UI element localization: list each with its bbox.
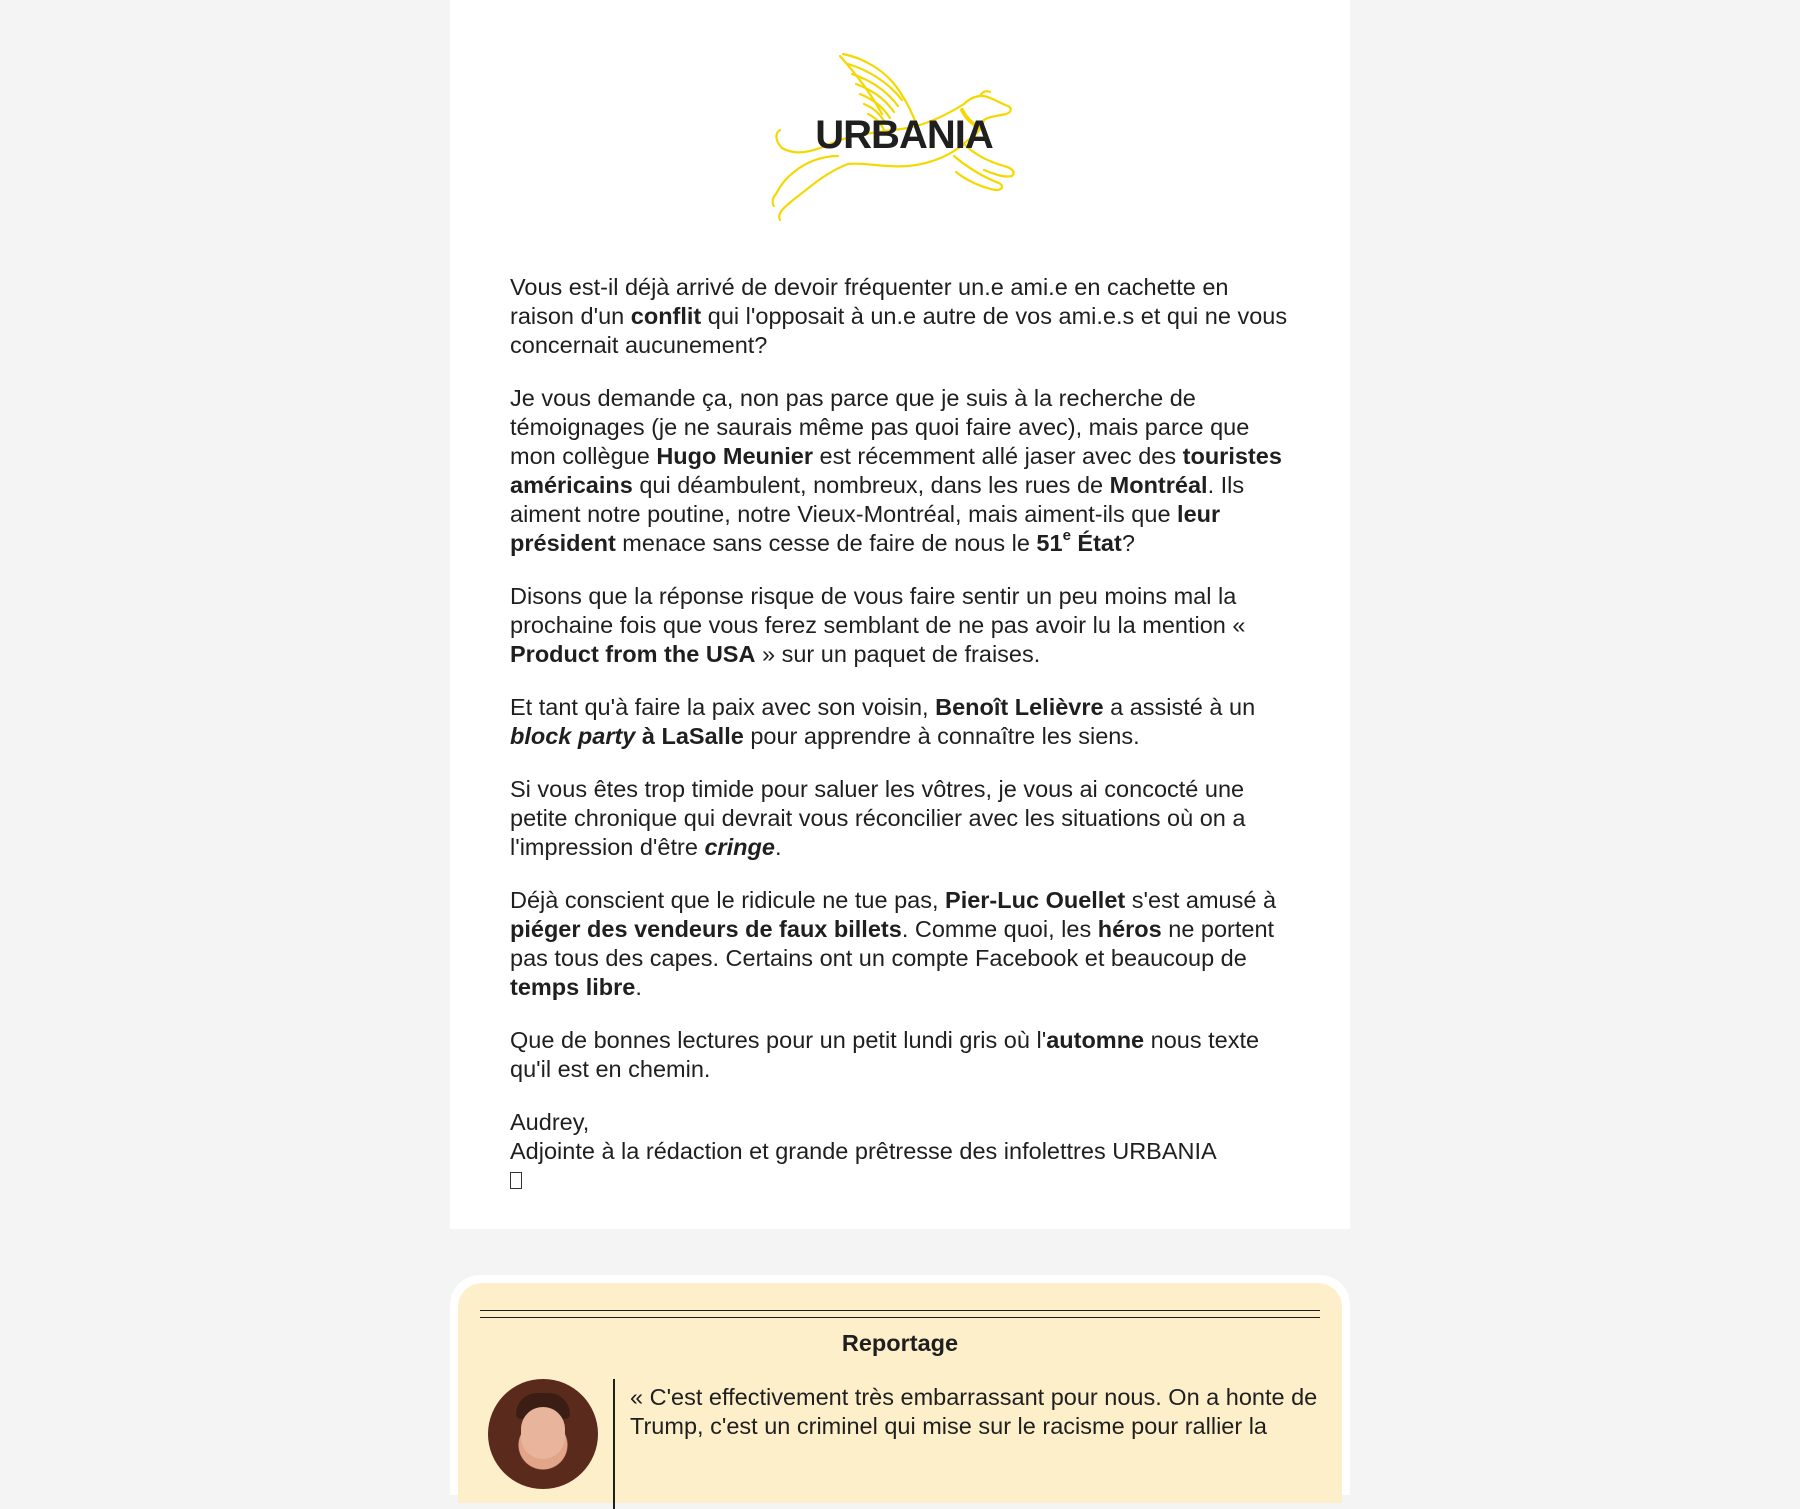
missing-emoji-icon <box>510 1172 522 1189</box>
winged-greyhound-logo-icon <box>768 44 1040 224</box>
signature-name: Audrey, <box>510 1109 590 1135</box>
avatar-face <box>521 1407 565 1459</box>
intro-paragraph-1: Vous est-il déjà arrivé de devoir fréquenter un.e ami.e en cachette en raison d'un conflit qui l'opposait à un.e autre de vos ami.e.s et qui ne vous concernait aucunement? <box>510 274 1288 358</box>
intro-paragraph-3: Disons que la réponse risque de vous faire sentir un peu moins mal la prochaine fois que vous ferez semblant de ne pas avoir lu la mention « Product from the USA » sur un paquet de fraises. <box>510 583 1246 667</box>
intro-paragraph-5: Si vous êtes trop timide pour saluer les vôtres, je vous ai concocté une petite chronique qui devrait vous réconcilier avec les situations où on a l'impression d'être cringe. <box>510 776 1246 860</box>
author-link-benoit-lelievre[interactable]: Benoît Lelièvre <box>935 694 1104 720</box>
author-link-pier-luc-ouellet[interactable]: Pier-Luc Ouellet <box>945 887 1126 913</box>
section-title: Reportage <box>841 1330 959 1356</box>
intro-paragraph-4: Et tant qu'à faire la paix avec son voisin, Benoît Lelièvre a assisté à un block party à LaSalle pour apprendre à connaître les siens. <box>510 694 1256 749</box>
intro-paragraph-2: Je vous demande ça, non pas parce que je suis à la recherche de témoignages (je ne saurais même pas quoi faire avec), mais parce que mon collègue Hugo Meunier est récemment allé jaser avec des touristes américains qui déambulent, nombreux, dans les rues de Montréal. Ils aiment notre poutine, notre Vieux-Montréal, mais aiment-ils que leur président menace sans cesse de faire de nous le 51e État? <box>510 385 1282 556</box>
signature <box>510 1108 1290 1196</box>
reportage-quote[interactable]: « C'est effectivement très embarrassant pour nous. On a honte de Trump, c'est un criminel qui mise sur le racisme pour rallier la <box>630 1384 1318 1439</box>
quote-divider <box>613 1379 615 1509</box>
svg-text:URBANIA: URBANIA <box>815 113 993 157</box>
intro-paragraph-7: Que de bonnes lectures pour un petit lundi gris où l'automne nous texte qu'il est en chemin. <box>510 1027 1260 1082</box>
author-link-hugo-meunier[interactable]: Hugo Meunier <box>656 443 813 469</box>
intro-paragraph-6: Déjà conscient que le ridicule ne tue pas, Pier-Luc Ouellet s'est amusé à piéger des vendeurs de faux billets. Comme quoi, les héros ne portent pas tous des capes. Certains ont un compte Facebook et beaucoup de temps libre. <box>510 887 1277 1000</box>
newsletter-email <box>450 0 1350 1439</box>
intro-text <box>510 273 1290 1196</box>
reportage-card <box>450 1275 1350 1495</box>
intro-card <box>450 0 1350 1229</box>
double-divider <box>480 1310 1320 1318</box>
urbania-logo[interactable] <box>768 44 1040 224</box>
reportage-card-inner <box>458 1283 1342 1503</box>
author-avatar[interactable] <box>488 1379 598 1489</box>
signature-role: Adjointe à la rédaction et grande prêtresse des infolettres URBANIA <box>510 1138 1217 1164</box>
